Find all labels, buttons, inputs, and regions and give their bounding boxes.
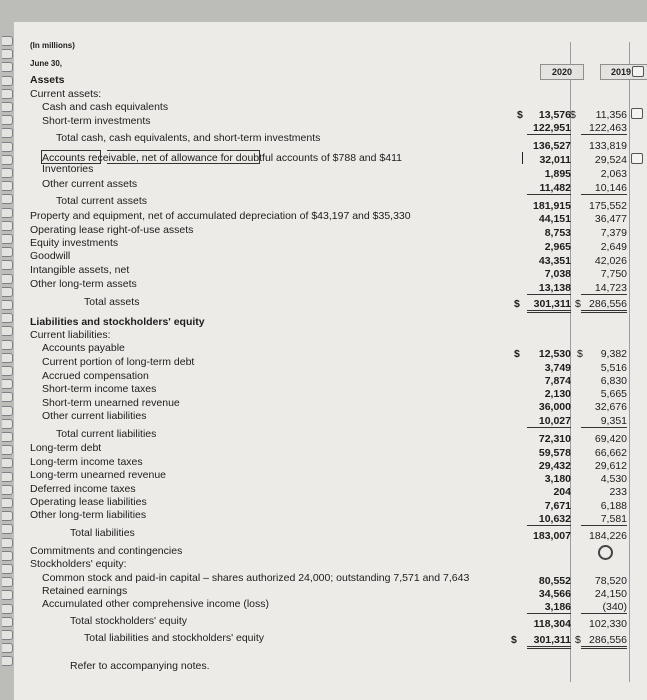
binder-ring [2, 300, 13, 310]
value-2019: 122,463 [581, 122, 627, 135]
binder-ring [2, 643, 13, 653]
binder-ring [2, 340, 13, 350]
value-2019: 66,662 [594, 447, 627, 459]
binder-ring [2, 498, 13, 508]
value-2020: 3,186 [527, 601, 571, 614]
binder-ring [2, 445, 13, 455]
currency-symbol: $ [514, 298, 520, 310]
row-label: Accumulated other comprehensive income (loss) [42, 598, 270, 610]
value-2020: 11,482 [527, 182, 571, 195]
circle-icon [598, 545, 613, 560]
value-2020: 3,749 [544, 362, 571, 374]
row-label: Other long-term assets [30, 278, 137, 290]
binder-ring [2, 551, 13, 561]
value-2019: 14,723 [581, 282, 627, 295]
value-2019: 29,612 [594, 460, 627, 472]
binder-ring [2, 511, 13, 521]
footer-note: Refer to accompanying notes. [70, 660, 210, 672]
binder-ring [2, 379, 13, 389]
value-2020: 183,007 [533, 530, 571, 542]
value-2020: 181,915 [533, 200, 571, 212]
value-2019: 6,188 [600, 500, 627, 512]
units-label: (In millions) [30, 41, 75, 50]
row-label: Accrued compensation [42, 370, 149, 382]
binder-rings [0, 36, 15, 676]
binder-ring [2, 313, 13, 323]
row-label: Accounts receivable, net of allowance for doubtful accounts of $788 and $411 [42, 152, 402, 164]
value-2019: 6,830 [600, 375, 627, 387]
row-label: Inventories [42, 163, 94, 175]
assets-heading: Assets [30, 74, 65, 86]
value-2019: 7,750 [600, 268, 627, 280]
value-2019: 4,530 [600, 473, 627, 485]
value-2019: 9,351 [581, 415, 627, 428]
currency-symbol: $ [575, 634, 581, 646]
row-label: Short-term unearned revenue [42, 397, 180, 409]
row-label: Deferred income taxes [30, 483, 136, 495]
binder-ring [2, 168, 13, 178]
value-2019: 9,382 [600, 348, 627, 360]
binder-ring [2, 234, 13, 244]
binder-ring [2, 247, 13, 257]
binder-ring [2, 208, 13, 218]
value-2020: 10,632 [527, 513, 571, 526]
binder-ring [2, 155, 13, 165]
value-2019: 5,516 [600, 362, 627, 374]
checkbox-icon [631, 108, 643, 119]
binder-ring [2, 590, 13, 600]
row-label: Long-term income taxes [30, 456, 143, 468]
binder-ring [2, 274, 13, 284]
binder-ring [2, 181, 13, 191]
binder-ring [2, 36, 13, 46]
row-label: Long-term debt [30, 442, 102, 454]
value-2020: 204 [553, 486, 571, 498]
binder-ring [2, 630, 13, 640]
row-label: Operating lease liabilities [30, 496, 147, 508]
value-2020: 7,874 [544, 375, 571, 387]
binder-ring [2, 366, 13, 376]
binder-ring [2, 392, 13, 402]
row-label: Accounts payable [42, 342, 125, 354]
binder-ring [2, 538, 13, 548]
value-2019: (340) [581, 601, 627, 614]
binder-ring [2, 142, 13, 152]
value-2020: 7,038 [544, 268, 571, 280]
row-label: Total current liabilities [56, 428, 157, 440]
value-2020: 1,895 [544, 168, 571, 180]
row-label: Total liabilities [70, 527, 135, 539]
value-2020: 7,671 [544, 500, 571, 512]
value-2019: 10,146 [581, 182, 627, 195]
binder-ring [2, 221, 13, 231]
value-2019: 5,665 [600, 388, 627, 400]
row-label: Common stock and paid-in capital – shares authorized 24,000; outstanding 7,571 and 7,643 [42, 572, 470, 584]
row-label: Property and equipment, net of accumulated depreciation of $43,197 and $35,330 [30, 210, 411, 222]
binder-ring [2, 194, 13, 204]
value-2019: 133,819 [589, 140, 627, 152]
column-header-2020: 2020 [540, 64, 584, 80]
binder-ring [2, 604, 13, 614]
binder-ring [2, 326, 13, 336]
row-label: Cash and cash equivalents [42, 101, 169, 113]
value-2019: 175,552 [589, 200, 627, 212]
value-2019: 102,330 [589, 618, 627, 630]
equity-heading: Stockholders' equity: [30, 558, 127, 570]
text-highlight [41, 150, 101, 164]
row-label: Short-term income taxes [42, 383, 157, 395]
binder-ring [2, 49, 13, 59]
binder-ring [2, 432, 13, 442]
value-2019: 11,356 [595, 109, 627, 121]
binder-ring [2, 89, 13, 99]
currency-symbol: $ [575, 298, 581, 310]
binder-ring [2, 406, 13, 416]
value-2020: 2,130 [544, 388, 571, 400]
value-2019: 69,420 [594, 433, 627, 445]
value-2019: 2,063 [600, 168, 627, 180]
value-2019: 7,581 [581, 513, 627, 526]
value-2020: 43,351 [538, 255, 571, 267]
binder-ring [2, 577, 13, 587]
row-label: Total cash, cash equivalents, and short-term investments [56, 132, 321, 144]
cursor-bar [522, 152, 523, 164]
currency-symbol: $ [577, 348, 583, 360]
checkbox-icon [631, 153, 643, 164]
binder-ring [2, 353, 13, 363]
binder-ring [2, 656, 13, 666]
liabilities-heading: Liabilities and stockholders' equity [30, 316, 205, 328]
value-2020: 10,027 [527, 415, 571, 428]
value-2020: 80,552 [538, 575, 571, 587]
value-2020: 44,151 [538, 213, 571, 225]
value-2019: 29,524 [594, 154, 627, 166]
value-2020: 32,011 [539, 154, 571, 166]
value-2020: 301,311 [527, 298, 571, 313]
currency-symbol: $ [511, 634, 517, 646]
row-label: Other current assets [42, 178, 138, 190]
value-2020: 8,753 [544, 227, 571, 239]
currency-symbol: $ [514, 348, 520, 360]
currency-symbol: $ [570, 109, 576, 121]
value-2020: 34,566 [538, 588, 571, 600]
value-2020: 72,310 [538, 433, 571, 445]
row-label: Other current liabilities [42, 410, 147, 422]
value-2020: 122,951 [527, 122, 571, 135]
row-label: Long-term unearned revenue [30, 469, 167, 481]
row-label: Goodwill [30, 250, 71, 262]
value-2020: 13,576 [538, 109, 571, 121]
checkbox-icon [632, 66, 644, 77]
binder-ring [2, 115, 13, 125]
value-2020: 13,138 [527, 282, 571, 295]
value-2020: 118,304 [533, 618, 571, 630]
binder-ring [2, 617, 13, 627]
column-divider [629, 42, 630, 682]
value-2020: 36,000 [538, 401, 571, 413]
value-2019: 286,556 [581, 634, 627, 649]
current-assets-heading: Current assets: [30, 88, 102, 100]
binder-ring [2, 472, 13, 482]
binder-ring [2, 260, 13, 270]
binder-ring [2, 524, 13, 534]
binder-ring [2, 287, 13, 297]
value-2020: 136,527 [533, 140, 571, 152]
binder-ring [2, 564, 13, 574]
binder-ring [2, 485, 13, 495]
value-2019: 78,520 [594, 575, 627, 587]
current-liabilities-heading: Current liabilities: [30, 329, 111, 341]
value-2019: 36,477 [594, 213, 627, 225]
row-label: Short-term investments [42, 115, 151, 127]
commitments-label: Commitments and contingencies [30, 545, 183, 557]
row-label: Equity investments [30, 237, 119, 249]
row-label: Current portion of long-term debt [42, 356, 195, 368]
value-2020: 301,311 [527, 634, 571, 649]
row-label: Intangible assets, net [30, 264, 130, 276]
value-2020: 2,965 [544, 241, 571, 253]
row-label: Total liabilities and stockholders' equity [84, 632, 265, 644]
value-2019: 2,649 [600, 241, 627, 253]
value-2019: 42,026 [594, 255, 627, 267]
value-2020: 59,578 [538, 447, 571, 459]
value-2020: 29,432 [538, 460, 571, 472]
value-2020: 12,530 [538, 348, 571, 360]
text-highlight [107, 150, 260, 164]
value-2019: 32,676 [594, 401, 627, 413]
date-label: June 30, [30, 59, 63, 68]
row-label: Total assets [84, 296, 140, 308]
value-2019: 7,379 [600, 227, 627, 239]
value-2019: 184,226 [589, 530, 627, 542]
value-2019: 233 [609, 486, 627, 498]
binder-ring [2, 128, 13, 138]
binder-ring [2, 102, 13, 112]
binder-ring [2, 62, 13, 72]
row-label: Other long-term liabilities [30, 509, 147, 521]
binder-ring [2, 419, 13, 429]
row-label: Operating lease right-of-use assets [30, 224, 194, 236]
value-2019: 286,556 [581, 298, 627, 313]
row-label: Retained earnings [42, 585, 128, 597]
value-2019: 24,150 [594, 588, 627, 600]
value-2020: 3,180 [544, 473, 571, 485]
binder-ring [2, 76, 13, 86]
binder-ring [2, 458, 13, 468]
column-header-2019: 2019 [600, 64, 647, 80]
currency-symbol: $ [517, 109, 523, 121]
row-label: Total stockholders' equity [70, 615, 187, 627]
row-label: Total current assets [56, 195, 148, 207]
